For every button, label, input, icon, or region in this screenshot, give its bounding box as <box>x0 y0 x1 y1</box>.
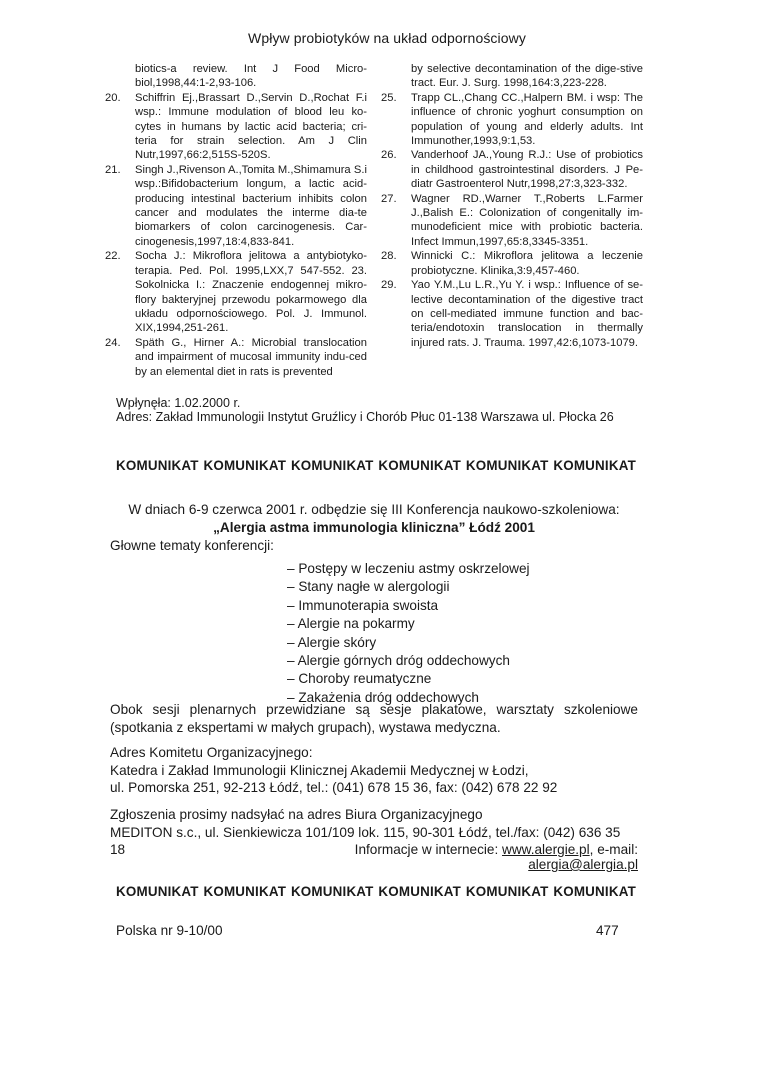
komunikat-word: KOMUNIKAT <box>465 458 549 473</box>
references-left-column <box>105 62 367 379</box>
references-right-column <box>381 62 643 350</box>
topic-item: – Choroby reumatyczne <box>287 671 432 687</box>
reference-number <box>381 62 411 91</box>
reference-number: 21. <box>105 163 121 176</box>
reference-text: Winnicki C.: Mikroflora jelitowa a leczenie probiotyczne. Klinika,3:9,457-460. <box>411 250 643 277</box>
reference-item <box>381 62 643 91</box>
reference-number: 24. <box>105 336 121 349</box>
komunikat-banner-top <box>116 458 636 473</box>
reference-text: Vanderhoof JA.,Young R.J.: Use of probiotics in childhood gastrointestinal disorders. J Pe-diatr Gastroenterol Nutr,1998,27:3,323-332. <box>411 149 643 191</box>
komunikat-word: KOMUNIKAT <box>203 458 287 473</box>
intro-line: W dniach 6-9 czerwca 2001 r. odbędzie się III Konferencja naukowo-szkoleniowa: <box>128 502 620 517</box>
topics-list <box>287 560 530 707</box>
committee-line: Katedra i Zakład Immunologii Klinicznej Akademii Medycznej w Łodzi, <box>110 762 529 778</box>
reference-number: 27. <box>381 192 397 205</box>
reference-number: 22. <box>105 250 121 263</box>
komunikat-word: KOMUNIKAT <box>290 884 374 899</box>
reference-item <box>105 62 367 91</box>
reference-item <box>105 91 367 163</box>
conference-title: „Alergia astma immunologia kliniczna” Łódź 2001 <box>213 519 535 535</box>
reference-text: Socha J.: Mikroflora jelitowa a antybiotyko-terapia. Ped. Pol. 1995,LXX,7 547-552. 23. Sokolnicka I.: Znaczenie endogennej mikro-flory bakteryjnej przewodu pokarmowego dla układu odpornościowego. Pol. J. Immunol. XIX,1994,251-261. <box>135 250 367 335</box>
reference-number: 26. <box>381 149 397 162</box>
topic-item: – Zakażenia dróg oddechowych <box>287 689 479 705</box>
reference-item <box>105 336 367 379</box>
komunikat-word: KOMUNIKAT <box>203 884 287 899</box>
topics-label: Głowne tematy konferencji: <box>110 538 274 553</box>
komunikat-word: KOMUNIKAT <box>116 458 199 473</box>
reference-text: Trapp CL.,Chang CC.,Halpern BM. i wsp: The influence of chronic yoghurt consumption on population of young and elderly adults. Int Immunother,1993,9:1,53. <box>411 91 643 148</box>
reference-number <box>105 62 135 91</box>
komunikat-word: KOMUNIKAT <box>378 884 462 899</box>
reference-item <box>381 148 643 191</box>
committee-address <box>110 744 638 797</box>
komunikat-word: KOMUNIKAT <box>553 884 636 899</box>
reference-text: by selective decontamination of the dige-stive tract. Eur. J. Surg. 1998,164:3,223-228. <box>411 63 643 90</box>
topic-item: – Immunoterapia swoista <box>287 597 439 613</box>
topic-item: – Alergie górnych dróg oddechowych <box>287 653 510 669</box>
reference-item <box>105 163 367 249</box>
reference-text: Yao Y.M.,Lu L.R.,Yu Y. i wsp.: Influence of se-lective decontamination of the digestive tract on cell-mediated immune function and bac-teria/endotoxin translocation in thermally injured rats. J. Trauma. 1997,42:6,1073-1079. <box>411 279 643 349</box>
komunikat-word: KOMUNIKAT <box>116 884 199 899</box>
komunikat-word: KOMUNIKAT <box>378 458 462 473</box>
conference-intro <box>110 501 638 536</box>
page-number: 477 <box>596 923 619 938</box>
internet-info <box>256 842 638 872</box>
journal-issue: Polska nr 9-10/00 <box>116 923 223 938</box>
reference-number: 29. <box>381 279 397 292</box>
internet-label: Informacje w internecie: <box>354 842 502 857</box>
email-link[interactable]: alergia@alergia.pl <box>528 857 638 872</box>
komunikat-word: KOMUNIKAT <box>553 458 636 473</box>
reference-item <box>381 91 643 149</box>
topic-item: – Postępy w leczeniu astmy oskrzelowej <box>287 561 530 576</box>
received-date: Wpłynęła: 1.02.2000 r. <box>116 396 241 410</box>
komunikat-banner-bottom <box>116 884 636 899</box>
reference-item <box>105 249 367 335</box>
website-link[interactable]: www.alergie.pl <box>502 842 590 857</box>
reference-text: Wagner RD.,Warner T.,Roberts L.Farmer J.,Balish E.: Colonization of congenitally im-munodeficient mice with probiotic bacteria. Infect Immun,1997,65:8,3345-3351. <box>411 192 643 248</box>
topic-item: – Alergie na pokarmy <box>287 616 415 632</box>
committee-label: Adres Komitetu Organizacyjnego: <box>110 745 313 760</box>
reference-number: 20. <box>105 91 121 104</box>
reference-number: 28. <box>381 250 397 263</box>
running-header: Wpływ probiotyków na układ odpornościowy <box>248 30 526 46</box>
reference-text: Späth G., Hirner A.: Microbial translocation and impairment of mucosal immunity indu-ced by an elemental diet in rats is prevented <box>135 336 367 378</box>
committee-line: ul. Pomorska 251, 92-213 Łódź, tel.: (041) 678 15 36, fax: (042) 678 22 92 <box>110 780 558 796</box>
reference-item <box>381 192 643 250</box>
reference-item <box>381 249 643 278</box>
komunikat-word: KOMUNIKAT <box>465 884 549 899</box>
komunikat-word: KOMUNIKAT <box>290 458 374 473</box>
registration-line: MEDITON s.c., ul. Sienkiewicza 101/109 lok. 115, 90-301 Łódź, tel./fax: (042) 636 35 18 <box>110 824 621 858</box>
reference-text: Singh J.,Rivenson A.,Tomita M.,Shimamura S.i wsp.:Bifidobacterium longum, a lactic acid-producing intestinal bacterium inhibits colon cancer and modulates the interme dia-te biomarkers of colon carcinogenesis. Car-cinogenesis,1997,18:4,833-841. <box>135 163 367 248</box>
sessions-paragraph: Obok sesji plenarnych przewidziane są sesje plakatowe, warsztaty szkoleniowe (spotkania z ekspertami w małych grupach), wystawa medyczna. <box>110 702 638 735</box>
topic-item: – Stany nagłe w alergologii <box>287 579 450 595</box>
reference-number: 25. <box>381 91 397 104</box>
reference-text: biotics-a review. Int J Food Micro-biol,1998,44:1-2,93-106. <box>135 63 367 90</box>
topic-item: – Alergie skóry <box>287 634 377 650</box>
author-address: Adres: Zakład Immunologii Instytut Gruźlicy i Chorób Płuc 01-138 Warszawa ul. Płocka 26 <box>116 410 614 424</box>
reference-text: Schiffrin Ej.,Brassart D.,Servin D.,Rochat F.i wsp.: Immune modulation of blood leu ko-cytes in humans by lactic acid bacteria; cri-teria for strain selection. Am J Clin Nutr,1997,66:2,515S-520S. <box>135 91 367 162</box>
reference-item <box>381 278 643 350</box>
registration-line: Zgłoszenia prosimy nadsyłać na adres Biura Organizacyjnego <box>110 807 483 822</box>
email-label: , e-mail: <box>589 842 638 857</box>
